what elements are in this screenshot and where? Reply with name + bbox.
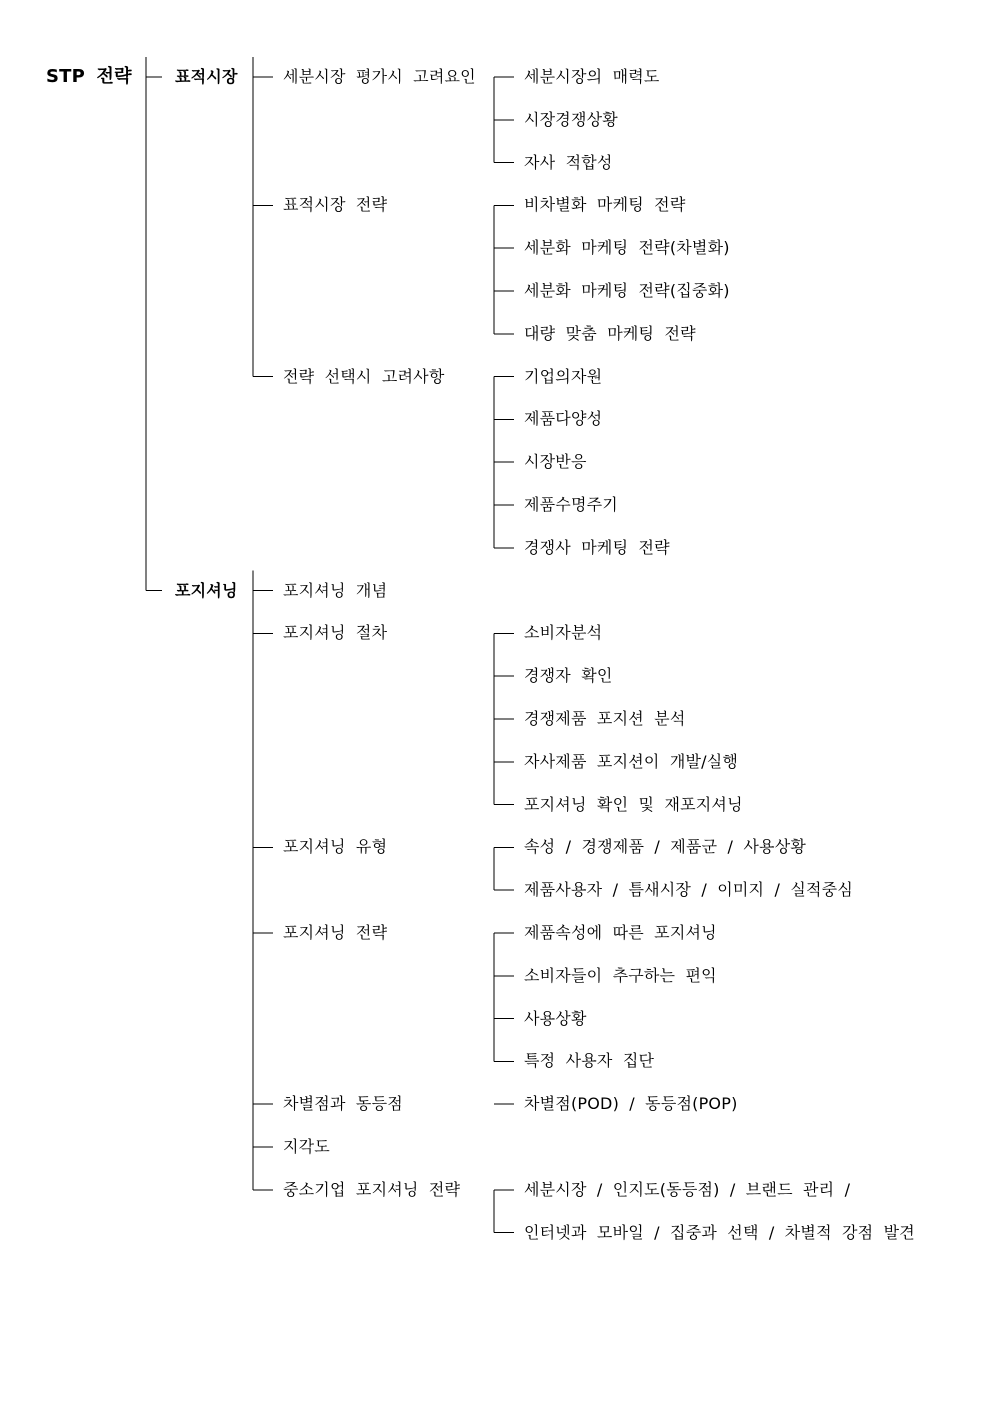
child-label: 포지셔닝 확인 및 재포지셔닝	[524, 794, 743, 814]
child-label: 소비자들이 추구하는 편익	[524, 965, 717, 985]
child-label: 제품다양성	[524, 409, 603, 429]
child-label: 인터넷과 모바일 / 집중과 선택 / 차별적 강점 발견	[524, 1222, 915, 1242]
child-label: 제품속성에 따른 포지셔닝	[524, 923, 717, 942]
child-label: 자사제품 포지션이 개발/실행	[524, 751, 739, 771]
child-label: 사용상황	[524, 1008, 587, 1028]
item-label: 중소기업 포지셔닝 전략	[283, 1179, 461, 1199]
root-label: STP 전략	[46, 66, 132, 87]
item-label: 표적시장 전략	[283, 195, 388, 215]
child-label: 비차별화 마케팅 전략	[524, 195, 686, 215]
item-label: 지각도	[283, 1137, 330, 1156]
child-label: 경쟁제품 포지션 분석	[524, 709, 686, 728]
child-label: 기업의자원	[524, 366, 603, 386]
child-label: 세분화 마케팅 전략(차별화)	[524, 238, 730, 258]
item-label: 세분시장 평가시 고려요인	[283, 67, 476, 86]
branch-label: 포지셔닝	[175, 580, 238, 600]
child-label: 소비자분석	[524, 623, 603, 643]
child-label: 제품수명주기	[524, 495, 618, 514]
child-label: 시장경쟁상황	[524, 109, 618, 129]
child-label: 속성 / 경쟁제품 / 제품군 / 사용상황	[524, 837, 807, 857]
item-label: 포지셔닝 절차	[283, 623, 388, 643]
item-label: 포지셔닝 유형	[283, 837, 388, 857]
child-label: 대량 맞춤 마케팅 전략	[524, 323, 696, 343]
child-label: 자사 적합성	[524, 152, 613, 172]
child-label: 제품사용자 / 틈새시장 / 이미지 / 실적중심	[524, 880, 853, 900]
branch-label: 표적시장	[175, 67, 238, 86]
child-label: 경쟁사 마케팅 전략	[524, 537, 670, 557]
item-label: 포지셔닝 전략	[283, 923, 388, 942]
item-label: 전략 선택시 고려사항	[283, 366, 445, 386]
item-label: 포지셔닝 개념	[283, 580, 388, 600]
item-label: 차별점과 동등점	[283, 1094, 403, 1114]
child-label: 경쟁자 확인	[524, 666, 613, 686]
child-label: 차별점(POD) / 동등점(POP)	[524, 1094, 738, 1114]
child-label: 시장반응	[524, 452, 587, 472]
child-label: 세분시장의 매력도	[524, 67, 660, 86]
child-label: 특정 사용자 집단	[524, 1051, 655, 1071]
child-label: 세분시장 / 인지도(동등점) / 브랜드 관리 /	[524, 1179, 851, 1199]
child-label: 세분화 마케팅 전략(집중화)	[524, 281, 730, 300]
